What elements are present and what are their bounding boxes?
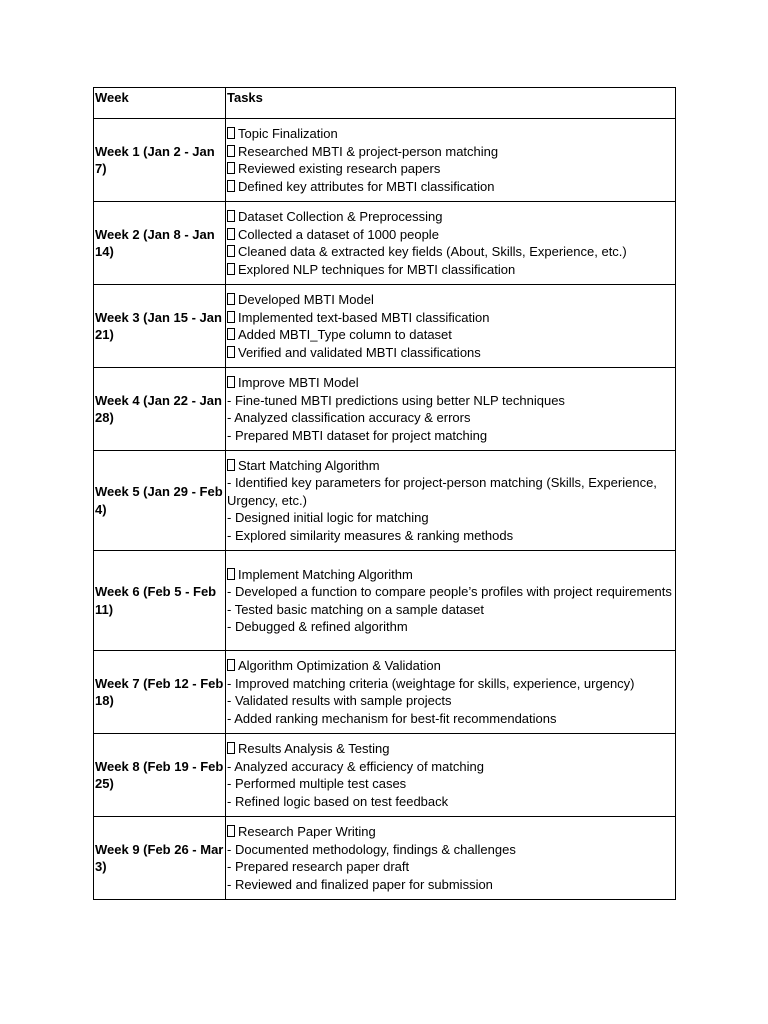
list-item	[227, 160, 674, 178]
tasks-cell	[226, 651, 676, 734]
task-text: Results Analysis & Testing	[238, 741, 390, 756]
task-text: Collected a dataset of 1000 people	[238, 226, 439, 242]
weekly-schedule-table	[93, 87, 676, 900]
task-text: Research Paper Writing	[238, 824, 376, 839]
task-text: Implemented text-based MBTI classification	[238, 309, 490, 325]
list-item	[227, 858, 674, 876]
tasks-cell	[226, 451, 676, 551]
task-text: - Designed initial logic for matching	[227, 510, 429, 526]
schedule-body	[94, 119, 676, 900]
table-row	[94, 119, 676, 202]
task-text: Developed MBTI Model	[238, 292, 374, 307]
task-text: - Improved matching criteria (weightage for skills, experience, urgency)	[227, 675, 635, 691]
list-item	[227, 427, 674, 445]
list-item	[227, 583, 674, 601]
tasks-cell	[226, 285, 676, 368]
missing-glyph-icon	[227, 742, 235, 754]
task-text: - Explored similarity measures & ranking methods	[227, 527, 514, 543]
list-item	[227, 143, 674, 161]
week-cell: Week 9 (Feb 26 - Mar 3)	[94, 817, 226, 900]
header-tasks: Tasks	[226, 88, 676, 119]
task-text: Reviewed existing research papers	[238, 161, 441, 176]
week-cell: Week 5 (Jan 29 - Feb 4)	[94, 451, 226, 551]
task-text: - Prepared MBTI dataset for project matching	[227, 427, 488, 443]
table-row	[94, 551, 676, 651]
list-item	[227, 291, 674, 309]
table-row	[94, 817, 676, 900]
list-item	[227, 374, 674, 392]
missing-glyph-icon	[227, 293, 235, 305]
list-item	[227, 409, 674, 427]
list-item	[227, 692, 674, 710]
list-item	[227, 675, 674, 693]
task-text: - Identified key parameters for project-person matching (Skills, Experience, Urgency, etc.)	[227, 475, 657, 508]
task-text: - Fine-tuned MBTI predictions using better NLP techniques	[227, 392, 565, 408]
tasks-cell	[226, 202, 676, 285]
list-item	[227, 823, 674, 841]
missing-glyph-icon	[227, 568, 235, 580]
list-item	[227, 527, 674, 545]
task-text: - Documented methodology, findings & challenges	[227, 841, 516, 857]
list-item	[227, 457, 674, 475]
header-row	[94, 88, 676, 119]
task-text: - Refined logic based on test feedback	[227, 793, 449, 809]
task-text: - Reviewed and finalized paper for submission	[227, 876, 493, 892]
list-item	[227, 125, 674, 143]
table-row	[94, 651, 676, 734]
week-cell: Week 7 (Feb 12 - Feb 18)	[94, 651, 226, 734]
task-text: Verified and validated MBTI classifications	[238, 344, 481, 360]
task-text: Start Matching Algorithm	[238, 457, 380, 473]
list-item	[227, 793, 674, 811]
list-item	[227, 243, 674, 261]
task-text: Topic Finalization	[238, 126, 338, 141]
missing-glyph-icon	[227, 127, 235, 139]
week-cell: Week 1 (Jan 2 - Jan 7)	[94, 119, 226, 202]
list-item	[227, 309, 674, 327]
task-text: Explored NLP techniques for MBTI classification	[238, 261, 516, 277]
list-item	[227, 509, 674, 527]
task-text: Improve MBTI Model	[238, 375, 359, 390]
list-item	[227, 740, 674, 758]
list-item	[227, 618, 674, 636]
list-item	[227, 178, 674, 196]
week-cell: Week 2 (Jan 8 - Jan 14)	[94, 202, 226, 285]
week-cell: Week 4 (Jan 22 - Jan 28)	[94, 368, 226, 451]
table-row	[94, 202, 676, 285]
task-text: Cleaned data & extracted key fields (About, Skills, Experience, etc.)	[238, 244, 627, 259]
list-item	[227, 208, 674, 226]
list-item	[227, 775, 674, 793]
task-text: Researched MBTI & project-person matching	[238, 143, 499, 159]
list-item	[227, 758, 674, 776]
table-row	[94, 368, 676, 451]
task-text: - Validated results with sample projects	[227, 693, 452, 708]
task-text: - Debugged & refined algorithm	[227, 619, 408, 634]
missing-glyph-icon	[227, 162, 235, 174]
missing-glyph-icon	[227, 659, 235, 671]
list-item	[227, 841, 674, 859]
task-text: - Performed multiple test cases	[227, 776, 407, 791]
task-text: - Analyzed accuracy & efficiency of matching	[227, 758, 484, 774]
missing-glyph-icon	[227, 210, 235, 222]
missing-glyph-icon	[227, 376, 235, 388]
task-text: - Prepared research paper draft	[227, 859, 410, 874]
tasks-cell	[226, 551, 676, 651]
missing-glyph-icon	[227, 263, 235, 275]
tasks-cell	[226, 119, 676, 202]
table-row	[94, 451, 676, 551]
task-text: - Added ranking mechanism for best-fit recommendations	[227, 710, 557, 726]
table-row	[94, 734, 676, 817]
list-item	[227, 566, 674, 584]
header-week: Week	[94, 88, 226, 119]
list-item	[227, 710, 674, 728]
list-item	[227, 261, 674, 279]
missing-glyph-icon	[227, 145, 235, 157]
week-cell: Week 6 (Feb 5 - Feb 11)	[94, 551, 226, 651]
task-text: - Developed a function to compare people’s profiles with project requirements	[227, 584, 672, 599]
missing-glyph-icon	[227, 245, 235, 257]
list-item	[227, 657, 674, 675]
task-text: - Tested basic matching on a sample dataset	[227, 601, 485, 617]
task-text: Added MBTI_Type column to dataset	[238, 327, 452, 342]
list-item	[227, 344, 674, 362]
missing-glyph-icon	[227, 459, 235, 471]
task-text: Dataset Collection & Preprocessing	[238, 209, 443, 224]
missing-glyph-icon	[227, 228, 235, 240]
task-text: Defined key attributes for MBTI classification	[238, 178, 495, 194]
list-item	[227, 601, 674, 619]
list-item	[227, 876, 674, 894]
missing-glyph-icon	[227, 328, 235, 340]
list-item	[227, 474, 674, 509]
missing-glyph-icon	[227, 825, 235, 837]
week-cell: Week 8 (Feb 19 - Feb 25)	[94, 734, 226, 817]
task-text: Algorithm Optimization & Validation	[238, 658, 441, 673]
list-item	[227, 226, 674, 244]
list-item	[227, 392, 674, 410]
task-text: Implement Matching Algorithm	[238, 566, 413, 582]
tasks-cell	[226, 368, 676, 451]
table-row	[94, 285, 676, 368]
tasks-cell	[226, 734, 676, 817]
list-item	[227, 326, 674, 344]
tasks-cell	[226, 817, 676, 900]
week-cell: Week 3 (Jan 15 - Jan 21)	[94, 285, 226, 368]
missing-glyph-icon	[227, 180, 235, 192]
task-text: - Analyzed classification accuracy & errors	[227, 410, 471, 425]
missing-glyph-icon	[227, 311, 235, 323]
missing-glyph-icon	[227, 346, 235, 358]
